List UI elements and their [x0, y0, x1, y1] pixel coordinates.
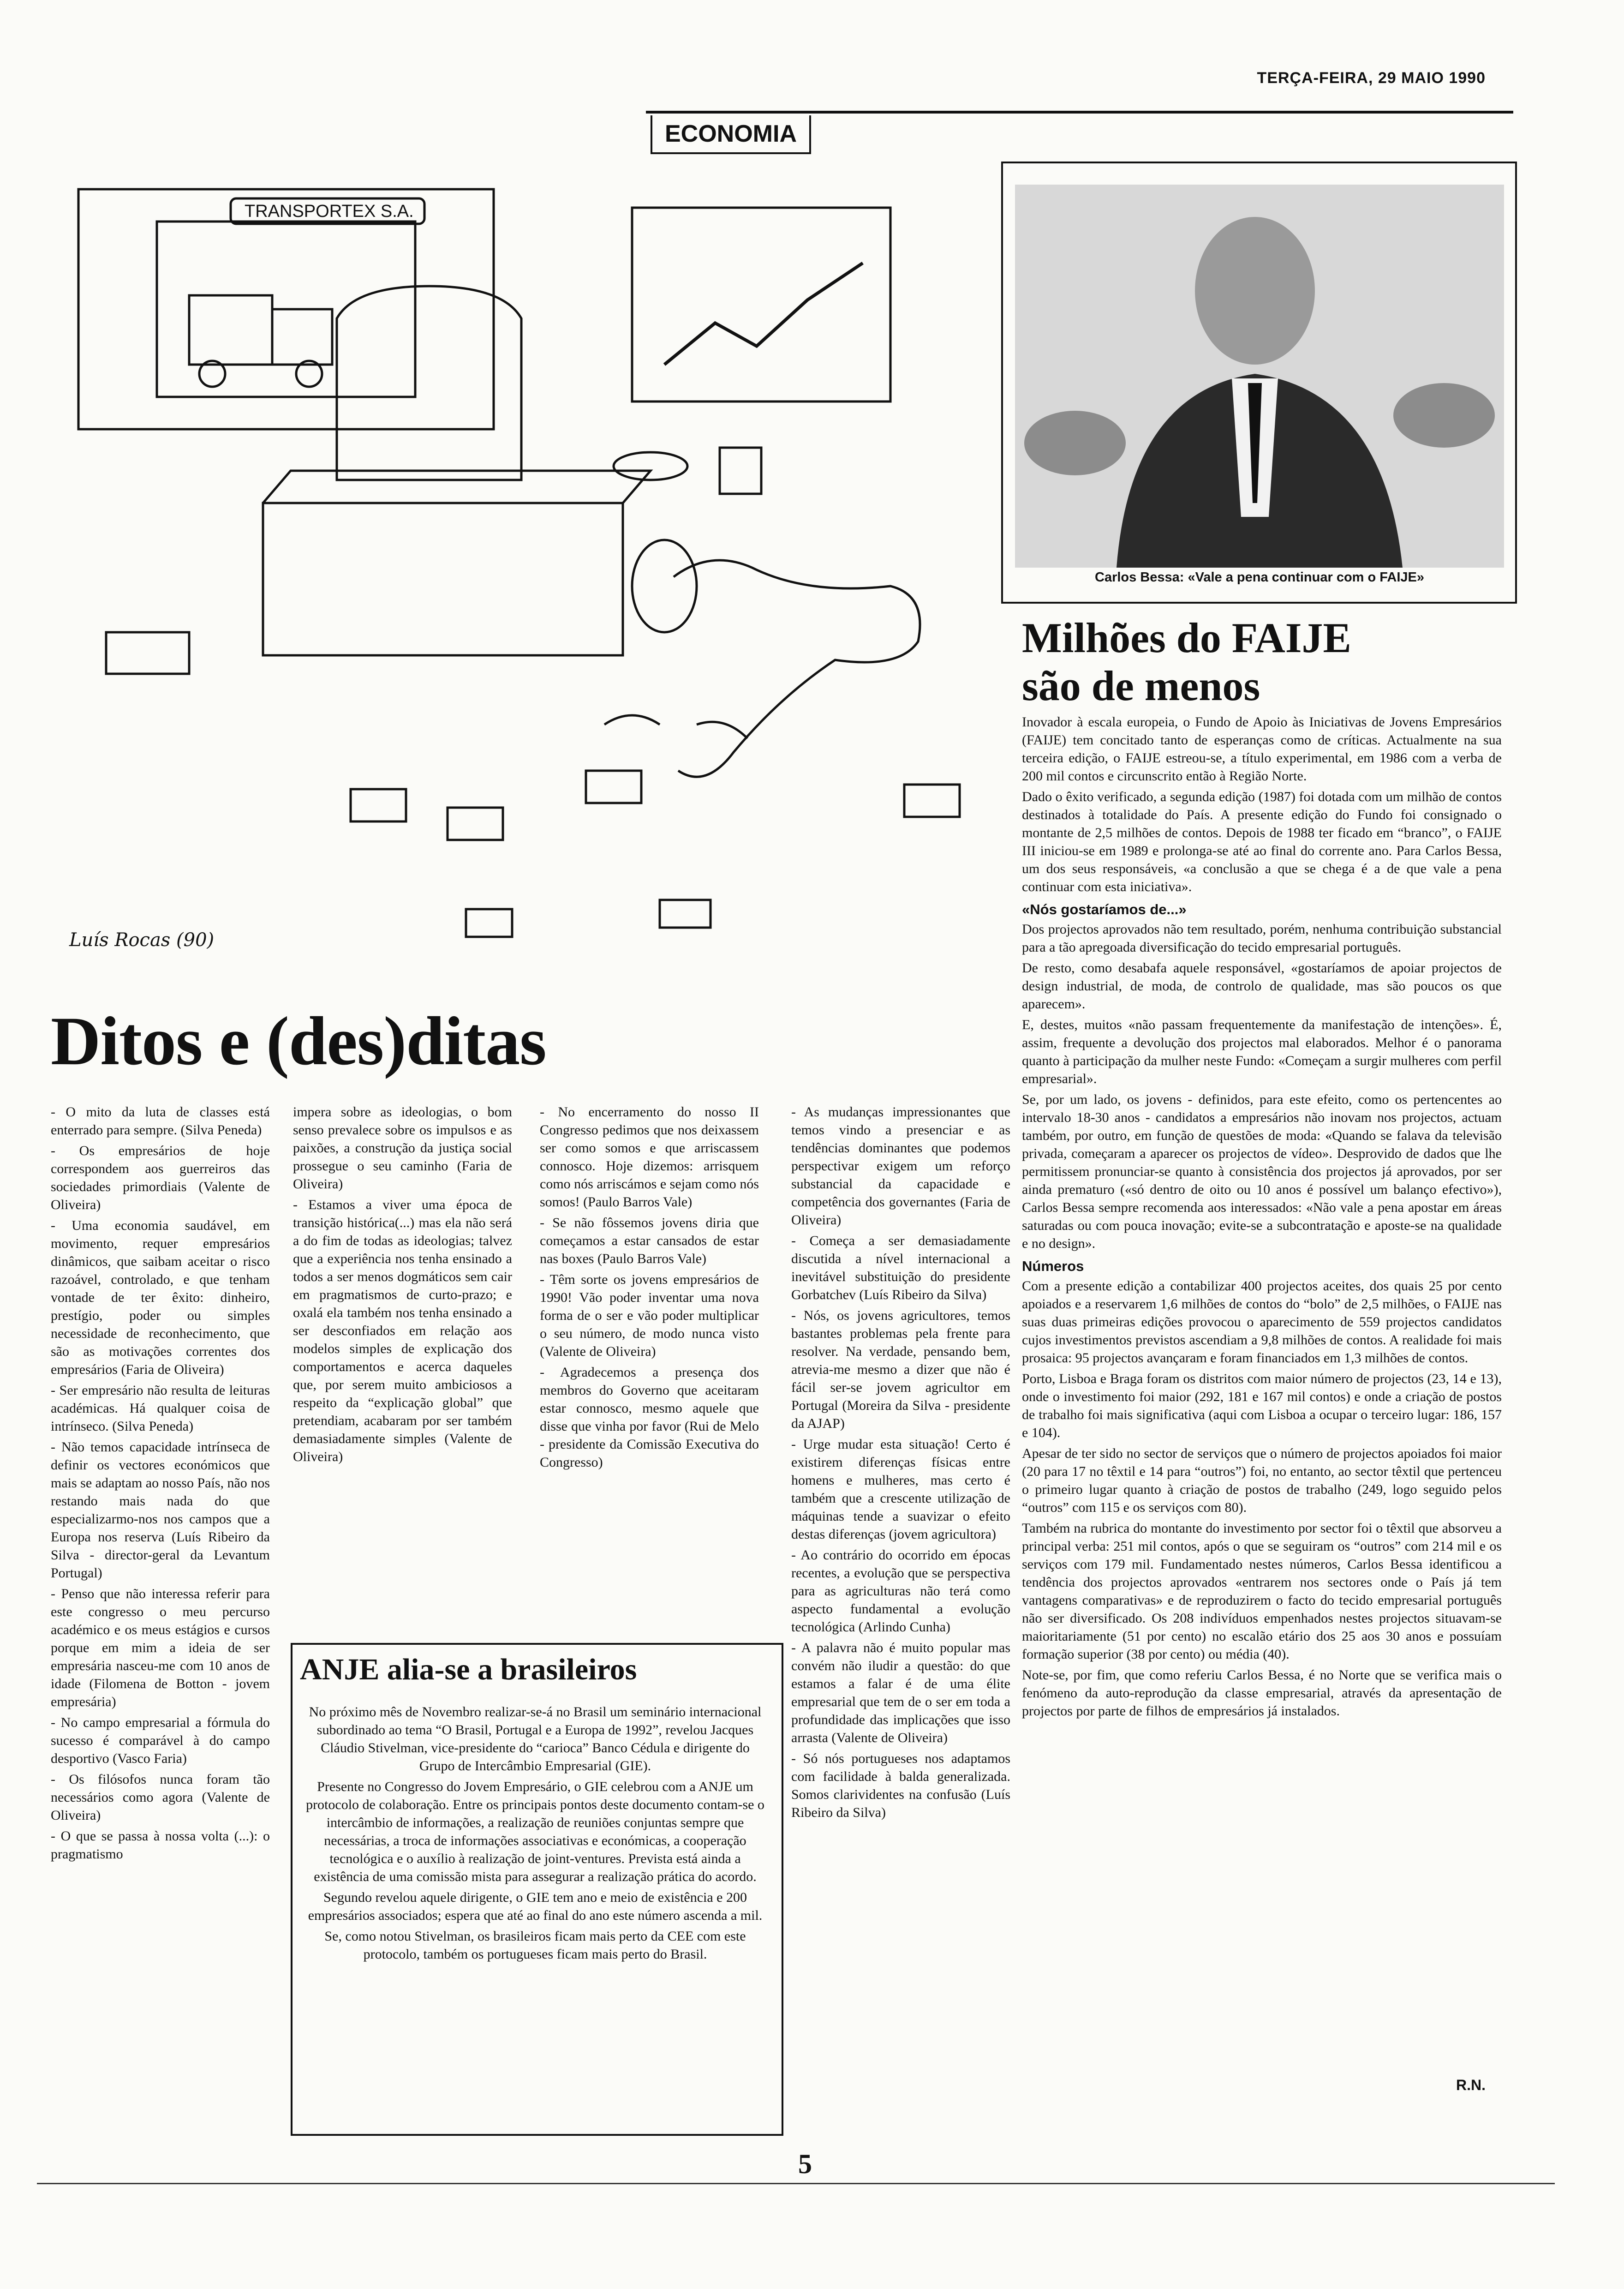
quotes-column-2: [293, 1103, 512, 1468]
paragraph: De resto, como desabafa aquele responsável, «gostaríamos de apoiar projectos de design industrial, de moda, de controlo de qualidade, mas são poucos os que aparecem».: [1022, 960, 1502, 1012]
paragraph: Dado o êxito verificado, a segunda edição (1987) foi dotada com um milhão de contos destinados à totalidade do País. A presente edição do Fundo foi consignado o montante de 2,5 milhões de contos. Depois de 1988 ter ficado em “branco”, o FAIJE III iniciou-se em 1989 e prolonga-se até ao final do corrente ano. Para Carlos Bessa, um dos seus responsáveis, «a conclusão a que se chega é a de que vale a pena continuar com esta iniciativa».: [1022, 789, 1502, 894]
bottom-rule: [37, 2183, 1555, 2184]
paragraph: Presente no Congresso do Jovem Empresário, o GIE celebrou com a ANJE um protocolo de colaboração. Entre os principais pontos deste documento contam-se o intercâmbio de informações, a realização de reuniões conjuntas sempre que necessárias, a troca de informações associativas e económicas, a cooperação tecnológica e o auxílio à realização de joint-ventures. Prevista está ainda a existência de uma comissão mista para assegurar a realização prática do acordo.: [306, 1779, 764, 1884]
quote-item: impera sobre as ideologias, o bom senso prevalece sobre os impulsos e as paixões, a construção da justiça social prossegue o seu caminho (Faria de Oliveira): [293, 1104, 512, 1192]
paragraph: No próximo mês de Novembro realizar-se-á no Brasil um seminário internacional subordinado ao tema “O Brasil, Portugal e a Europa de 1992”, revelou Jacques Cláudio Stivelman, vice-presidente do “carioca” Banco Cédula e dirigente do Grupo de Intercâmbio Empresarial (GIE).: [309, 1704, 762, 1774]
quotes-column-1: [51, 1103, 270, 1866]
quote-item: - Começa a ser demasiadamente discutida a nível internacional a inevitável substituição do presidente Gorbatchev (Luís Ribeiro da Silva): [791, 1233, 1010, 1302]
quotes-column-4: [791, 1103, 1010, 1824]
quote-item: - Se não fôssemos jovens diria que começamos a estar cansados de estar nas boxes (Paulo Barros Vale): [540, 1215, 759, 1266]
quote-item: - Os filósofos nunca foram tão necessários como agora (Valente de Oliveira): [51, 1772, 270, 1823]
page-number: 5: [798, 2149, 812, 2179]
quote-item: - Uma economia saudável, em movimento, requer empresários dinâmicos, que saibam aceitar o risco razoável, controlado, e que tenham vontade de ter êxito: dinheiro, prestígio, poder ou simples necessidade de reconhecimento, que são as motivações correntes dos empresários (Faria de Oliveira): [51, 1218, 270, 1377]
paragraph: Apesar de ter sido no sector de serviços que o número de projectos apoiados foi maior (20 para 17 no têxtil e 14 para “outros”) foi, no entanto, ao sector têxtil que pertenceu o primeiro lugar quanto à criação de postos de trabalho (249, logo seguido pelos “outros” com 115 e os serviços com 80).: [1022, 1446, 1502, 1515]
headline-line-1: Milhões do FAIJE: [1022, 614, 1351, 661]
quote-item: - O que se passa à nossa volta (...): o pragmatismo: [51, 1828, 270, 1862]
paragraph: Inovador à escala europeia, o Fundo de Apoio às Iniciativas de Jovens Empresários (FAIJE) tem concitado tanto de esperanças como de críticas. Actualmente na sua terceira edição, o FAIJE estreou-se, a título experimental, em 1986 com a verba de 200 mil contos e circunscrito então à Região Norte.: [1022, 714, 1502, 784]
quote-item: - Nós, os jovens agricultores, temos bastantes problemas pela frente para resolver. Na verdade, pensando bem, atrevia-me mesmo a dizer que não é fácil ser-se jovem agricultor em Portugal (Moreira da Silva - presidente da AJAP): [791, 1308, 1010, 1431]
paragraph: E, destes, muitos «não passam frequentemente da manifestação de intenções». É, assim, frequente a devolução dos projectos mal elaborados. Melhor é o panorama quanto à participação da mulher neste Fundo: «Começam a surgir mulheres com perfil empresarial».: [1022, 1017, 1502, 1086]
anje-headline: ANJE alia-se a brasileiros: [300, 1653, 637, 1686]
quote-item: - A palavra não é muito popular mas convém não iludir a questão: do que estamos a falar é de uma élite empresarial que tem de o ser em toda a profundidade das implicações que isso arrasta (Valente de Oliveira): [791, 1640, 1010, 1745]
quote-item: - Têm sorte os jovens empresários de 1990! Vão poder inventar uma nova forma de o ser e vão poder multiplicar o seu número, de modo nunca visto (Valente de Oliveira): [540, 1272, 759, 1359]
wall-chart: [632, 208, 890, 401]
paragraph: Se, como notou Stivelman, os brasileiros ficam mais perto da CEE com este protocolo, também os portugueses ficam mais perto do Brasil.: [324, 1929, 746, 1962]
headline-line-2: são de menos: [1022, 662, 1260, 709]
artist-signature: Luís Rocas (90): [69, 929, 215, 951]
paragraph: Com a presente edição a contabilizar 400 projectos aceites, dos quais 25 por cento apoiados e a reservarem 1,6 milhões de contos do “bolo” de 2,5 milhões, o FAIJE nas suas duas primeiras edições provocou o aparecimento de 559 projectos candidatos cujos investimentos previstos ascendiam a 9,8 milhões de contos. A realidade foi mais prosaica: 95 projectos avançaram e foram financiados em 1,3 milhões de contos.: [1022, 1278, 1502, 1366]
anje-body: [304, 1703, 766, 1966]
paragraph: Porto, Lisboa e Braga foram os distritos com maior número de projectos (23, 14 e 13), onde o investimento foi maior (292, 181 e 167 mil contos) e onde a criação de postos de trabalho foi mais significativa (aqui com Lisboa a ocupar o terceiro lugar: 186, 157 e 104).: [1022, 1371, 1502, 1440]
sign-text: TRANSPORTEX S.A.: [245, 202, 414, 221]
subheading: «Nós gostaríamos de...»: [1022, 901, 1187, 917]
paragraph: Segundo revelou aquele dirigente, o GIE tem ano e meio de existência e 200 empresários associados; espera que até ao final do ano este número ascenda a mil.: [308, 1890, 763, 1923]
quote-item: - Os empresários de hoje correspondem aos guerreiros das sociedades primordiais (Valente de Oliveira): [51, 1143, 270, 1212]
photo-carlos-bessa: [1015, 185, 1504, 568]
section-rule: [646, 111, 1513, 114]
quote-item: - Estamos a viver uma época de transição histórica(...) mas ela não será a do fim de todas as ideologias; talvez que a experiência nos tenha ensinado a todos a ser menos dogmáticos sem cair em pragmatismos de curto-prazo; e oxalá ela também nos tenha ensinado a ser desconfiados em relação aos modelos simples de explicação dos comportamentos e acerca daqueles que, por serem muito ambiciosos a respeito da “explicação global” que pretendiam, acabaram por ser também demasiadamente simples (Valente de Oliveira): [293, 1197, 512, 1464]
quote-item: - Agradecemos a presença dos membros do Governo que aceitaram estar connosco, mesmo aquele que disse que vinha por favor (Rui de Melo - presidente da Comissão Executiva do Congresso): [540, 1365, 759, 1470]
article-body-faije: [1022, 713, 1502, 1723]
quote-item: - Ao contrário do ocorrido em épocas recentes, a evolução que se perspectiva para as agriculturas não terá como aspecto fundamental a evolução tecnológica (Arlindo Cunha): [791, 1547, 1010, 1635]
article-headline-ditos: Ditos e (des)ditas: [51, 1003, 546, 1079]
quote-item: - As mudanças impressionantes que temos vindo a presenciar e as tendências dominantes que podemos perspectivar exigem um reforço substancial da capacidade e competência dos governantes (Faria de Oliveira): [791, 1104, 1010, 1228]
paragraph: Note-se, por fim, que como referiu Carlos Bessa, é no Norte que se verifica mais o fenómeno da auto-reprodução da classe empresarial, através da apresentação de projectos por parte de filhos de empresários já instalados.: [1022, 1667, 1502, 1719]
paragraph: Se, por um lado, os jovens - definidos, para este efeito, como os pertencentes ao intervalo 18-30 anos - candidatos a empresários não inovam nos projectos, actuam também, por outro, em função de questões de moda: «Quando se falava da televisão privada, começaram a aparecer os projectos de vídeo». Desprovido de dados que lhe permitissem pronunciar-se quanto à consistência dos projectos já aprovados, por ser ainda prematuro («só dentro de oito ou 10 anos é possível um balanço efectivo»), Carlos Bessa sempre recomenda aos interessados: «Não vale a pena apostar em áreas saturadas ou com pouca inovação; evite-se a subcontratação e aposte-se na qualidade e no design».: [1022, 1092, 1502, 1251]
quote-item: - No encerramento do nosso II Congresso pedimos que nos deixassem ser como somos e que arriscassem connosco. Hoje dizemos: arrisquem como nós arriscámos e sejam como nós somos! (Paulo Barros Vale): [540, 1104, 759, 1210]
photo-caption: Carlos Bessa: «Vale a pena continuar com o FAIJE»: [1095, 570, 1424, 585]
quote-item: - Não temos capacidade intrínseca de definir os vectores económicos que mais se adaptam ao nosso País, não nos restando mais nada do que especializarmo-nos nos campos que a Europa nos reserva (Luís Ribeiro da Silva - director-geral da Levantum Portugal): [51, 1439, 270, 1581]
quote-item: - No campo empresarial a fórmula do sucesso é comparável à do campo desportivo (Vasco Faria): [51, 1715, 270, 1766]
quote-item: - Urge mudar esta situação! Certo é existirem diferenças físicas entre homens e mulheres, mas certo é também que a crescente utilização de máquinas tende a suavizar o efeito destas diferenças (jovem agricultora): [791, 1437, 1010, 1542]
quote-item: - Só nós portugueses nos adaptamos com facilidade à balda generalizada. Somos clarividentes na confusão (Luís Ribeiro da Silva): [791, 1751, 1010, 1820]
author-signature: R.N.: [1456, 2077, 1486, 2093]
section-label: ECONOMIA: [651, 115, 811, 154]
subheading: Números: [1022, 1258, 1084, 1274]
article-headline-faije: [1022, 614, 1502, 710]
paragraph: Dos projectos aprovados não tem resultado, porém, nenhuma contribuição substancial para a tão apregoada diversificação do tecido empresarial português.: [1022, 922, 1502, 955]
portrait-image: [1015, 185, 1504, 568]
desk: [263, 503, 623, 655]
cartoon-illustration: [51, 171, 973, 974]
quote-item: - Penso que não interessa referir para este congresso o meu percurso académico e os meus estágios e cursos porque em mim a ideia de ser empresária nasceu-me com 10 anos de idade (Filomena de Botton - jovem empresária): [51, 1586, 270, 1709]
quotes-column-3: [540, 1103, 759, 1474]
dateline: TERÇA-FEIRA, 29 MAIO 1990: [1257, 69, 1486, 87]
paragraph: Também na rubrica do montante do investimento por sector foi o têxtil que absorveu a principal verba: 251 mil contos, após o que se seguiram os “outros” com 214 mil e os serviços com 179 mil. Fundamentado nestes números, Carlos Bessa identificou a tendência dos projectos aprovados «entrarem nos sectores onde o País já tem vantagens comparativas» e de reproduzirem o facto do tecido empresarial português não ser diversificado. Os 208 indivíduos empenhados nestes projectos situavam-se maioritariamente (51 por cento) no escalão etário dos 25 aos 30 anos e possuíam formação superior (38 por cento) ou média (40).: [1022, 1521, 1502, 1662]
quote-item: - Ser empresário não resulta de leituras académicas. Há qualquer coisa de intrínseco. (Silva Peneda): [51, 1383, 270, 1434]
crawling-man: [674, 560, 920, 777]
quote-item: - O mito da luta de classes está enterrado para sempre. (Silva Peneda): [51, 1104, 270, 1138]
